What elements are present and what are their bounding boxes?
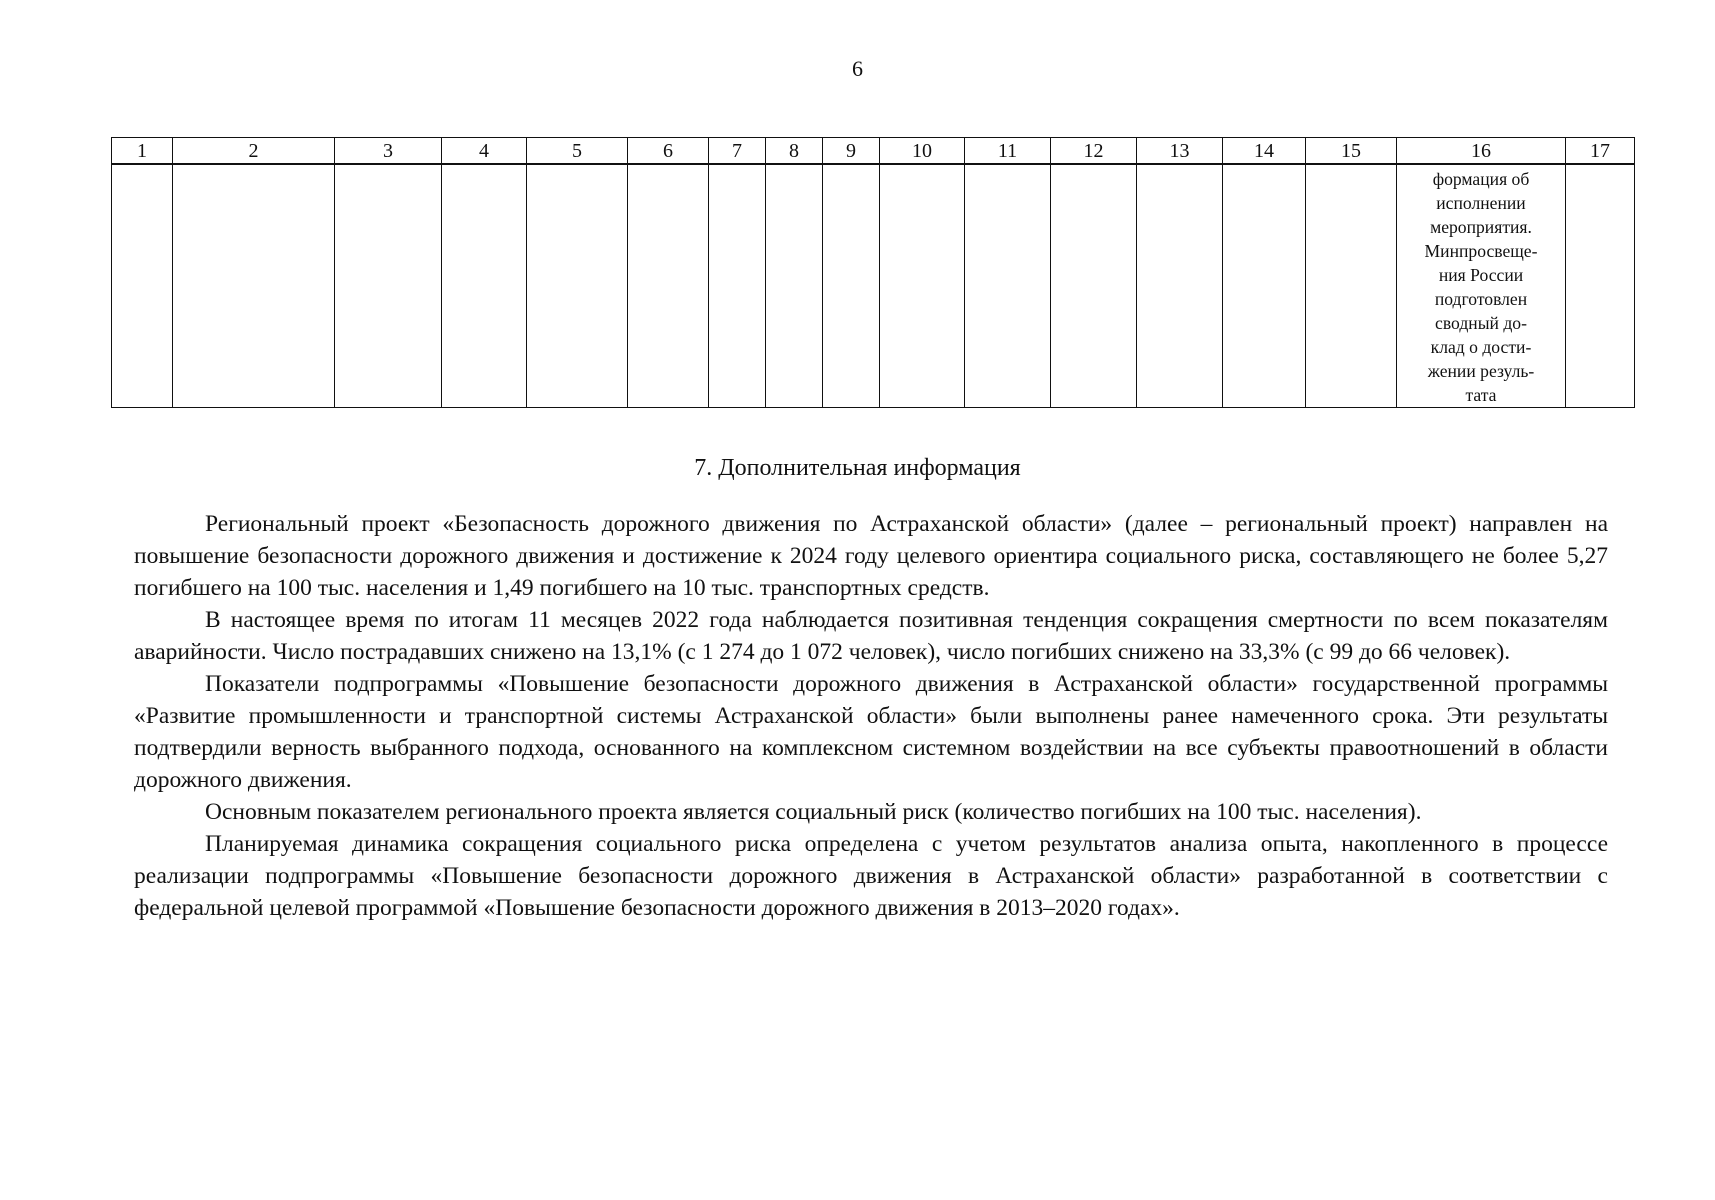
- table-header-row: [112, 138, 1635, 165]
- column-header: 13: [1137, 138, 1223, 165]
- cell-text-line: подготовлен: [1434, 289, 1528, 309]
- cell-text-line: мероприятия.: [1430, 217, 1532, 237]
- table-row: [112, 164, 1635, 408]
- cell-text-line: ния России: [1438, 265, 1524, 285]
- paragraph: Основным показателем регионального проекта является социальный риск (количество погибших на 100 тыс. населения).: [205, 799, 1422, 825]
- cell-text-line: Минпросвеще-: [1424, 241, 1538, 261]
- table-cell-column-16: [1397, 164, 1566, 408]
- table-cell: [527, 164, 628, 408]
- column-header: 2: [173, 138, 335, 165]
- table-cell: [628, 164, 709, 408]
- table-cell: [880, 164, 965, 408]
- table-cell: [965, 164, 1051, 408]
- table-cell: [442, 164, 527, 408]
- cell-text-line: сводный до-: [1435, 313, 1527, 333]
- section-body: [134, 508, 1608, 924]
- column-header: 7: [709, 138, 766, 165]
- column-header: 12: [1051, 138, 1137, 165]
- column-header: 15: [1306, 138, 1397, 165]
- paragraph: Показатели подпрограммы «Повышение безопасности дорожного движения в Астраханской области» государственной программы «Развитие промышленности и транспортной системы Астраханской области» были выполнены ранее намеченного срока. Эти результаты подтвердили верность выбранного подхода, основанного на комплексном системном воздействии на все субъекты правоотношений в области дорожного движения.: [134, 671, 1608, 793]
- table-cell: [1051, 164, 1137, 408]
- cell-text-line: клад о дости-: [1430, 337, 1532, 357]
- cell-text-line: жении резуль-: [1427, 361, 1535, 381]
- column-header: 1: [112, 138, 173, 165]
- column-header: 14: [1223, 138, 1306, 165]
- table-cell: [1566, 164, 1635, 408]
- paragraph: В настоящее время по итогам 11 месяцев 2022 года наблюдается позитивная тенденция сокращения смертности по всем показателям аварийности. Число пострадавших снижено на 13,1% (с 1 274 до 1 072 человек), число погибших снижено на 33,3% (с 99 до 66 человек).: [134, 607, 1608, 665]
- column-header: 11: [965, 138, 1051, 165]
- table-cell: [1223, 164, 1306, 408]
- table-cell: [1137, 164, 1223, 408]
- table-cell: [173, 164, 335, 408]
- column-header: 4: [442, 138, 527, 165]
- data-table: [111, 137, 1635, 408]
- column-header: 5: [527, 138, 628, 165]
- paragraph: Планируемая динамика сокращения социального риска определена с учетом результатов анализа опыта, накопленного в процессе реализации подпрограммы «Повышение безопасности дорожного движения в Астраханской области» разработанной в соответствии с федеральной целевой программой «Повышение безопасности дорожного движения в 2013–2020 годах».: [134, 831, 1608, 921]
- column-header: 6: [628, 138, 709, 165]
- table-cell: [112, 164, 173, 408]
- cell-text-line: тата: [1465, 385, 1497, 405]
- section-title: 7. Дополнительная информация: [694, 455, 1021, 481]
- table-cell: [1306, 164, 1397, 408]
- table-cell: [766, 164, 823, 408]
- paragraph: Региональный проект «Безопасность дорожного движения по Астраханской области» (далее – региональный проект) направлен на повышение безопасности дорожного движения и достижение к 2024 году целевого ориентира социального риска, составляющего не более 5,27 погибшего на 100 тыс. населения и 1,49 погибшего на 10 тыс. транспортных средств.: [134, 511, 1608, 601]
- cell-text-line: формация об: [1432, 169, 1530, 189]
- column-header: 3: [335, 138, 442, 165]
- column-header: 8: [766, 138, 823, 165]
- table-cell: [709, 164, 766, 408]
- cell-text-line: исполнении: [1436, 193, 1526, 213]
- page-number: 6: [852, 56, 863, 81]
- column-header: 9: [823, 138, 880, 165]
- column-header: 17: [1566, 138, 1635, 165]
- table-cell: [335, 164, 442, 408]
- column-header: 10: [880, 138, 965, 165]
- column-header: 16: [1397, 138, 1566, 165]
- table-cell: [823, 164, 880, 408]
